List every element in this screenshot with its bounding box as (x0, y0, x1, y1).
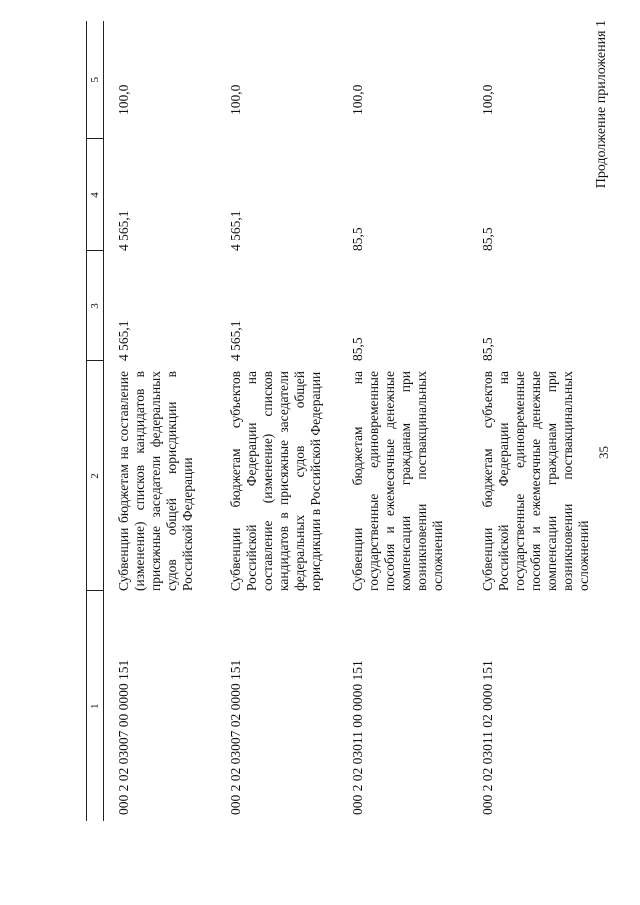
budget-table (86, 21, 600, 821)
revenue-name: Субвенции бюджетам на составление (изменение) списков кандидатов в присяжные заседатели федеральных судов общей юрисдикции в Российской Федерации (116, 371, 195, 591)
revenue-name: Субвенции бюджетам субъектов Российской Федерации на составление (изменение) списков кандидатов в присяжные заседатели федеральных судов общей юрисдикции в Российской Федерации (228, 371, 323, 591)
revenue-name: Субвенции бюджетам на государственные единовременные пособия и ежемесячные денежные компенсации гражданам при возникновении поствакцинальных осложнений (350, 371, 445, 591)
value-col5: 100,0 (228, 84, 243, 115)
budget-code: 000 2 02 03007 02 0000 151 (228, 659, 243, 815)
value-col3: 85,5 (480, 337, 495, 361)
column-number-row (87, 21, 104, 821)
value-col3: 85,5 (350, 337, 365, 361)
value-col4: 4 565,1 (116, 210, 131, 251)
table-row (104, 21, 217, 821)
revenue-name: Субвенции бюджетам субъектов Российской Федерации на государственные единовременные пособия и ежемесячные денежные компенсации гражданам при возникновении поствакцинальных осложнений (480, 371, 591, 591)
column-header: 5 (87, 21, 104, 139)
value-col4: 85,5 (480, 227, 495, 251)
table-row (468, 21, 600, 821)
column-header: 1 (87, 591, 104, 821)
value-col5: 100,0 (480, 84, 495, 115)
budget-code: 000 2 02 03007 00 0000 151 (116, 659, 131, 815)
table-row (216, 21, 338, 821)
column-header: 4 (87, 139, 104, 251)
value-col5: 100,0 (350, 84, 365, 115)
page-number: 35 (596, 446, 611, 459)
value-col5: 100,0 (116, 84, 131, 115)
value-col4: 4 565,1 (228, 210, 243, 251)
table-row (338, 21, 468, 821)
column-header: 3 (87, 251, 104, 361)
budget-code: 000 2 02 03011 02 0000 151 (480, 660, 495, 815)
budget-code: 000 2 02 03011 00 0000 151 (350, 660, 365, 815)
value-col3: 4 565,1 (116, 320, 131, 361)
column-header: 2 (87, 361, 104, 591)
value-col3: 4 565,1 (228, 320, 243, 361)
value-col4: 85,5 (350, 227, 365, 251)
appendix-continuation-note: Продолжение приложения 1 (594, 20, 609, 189)
